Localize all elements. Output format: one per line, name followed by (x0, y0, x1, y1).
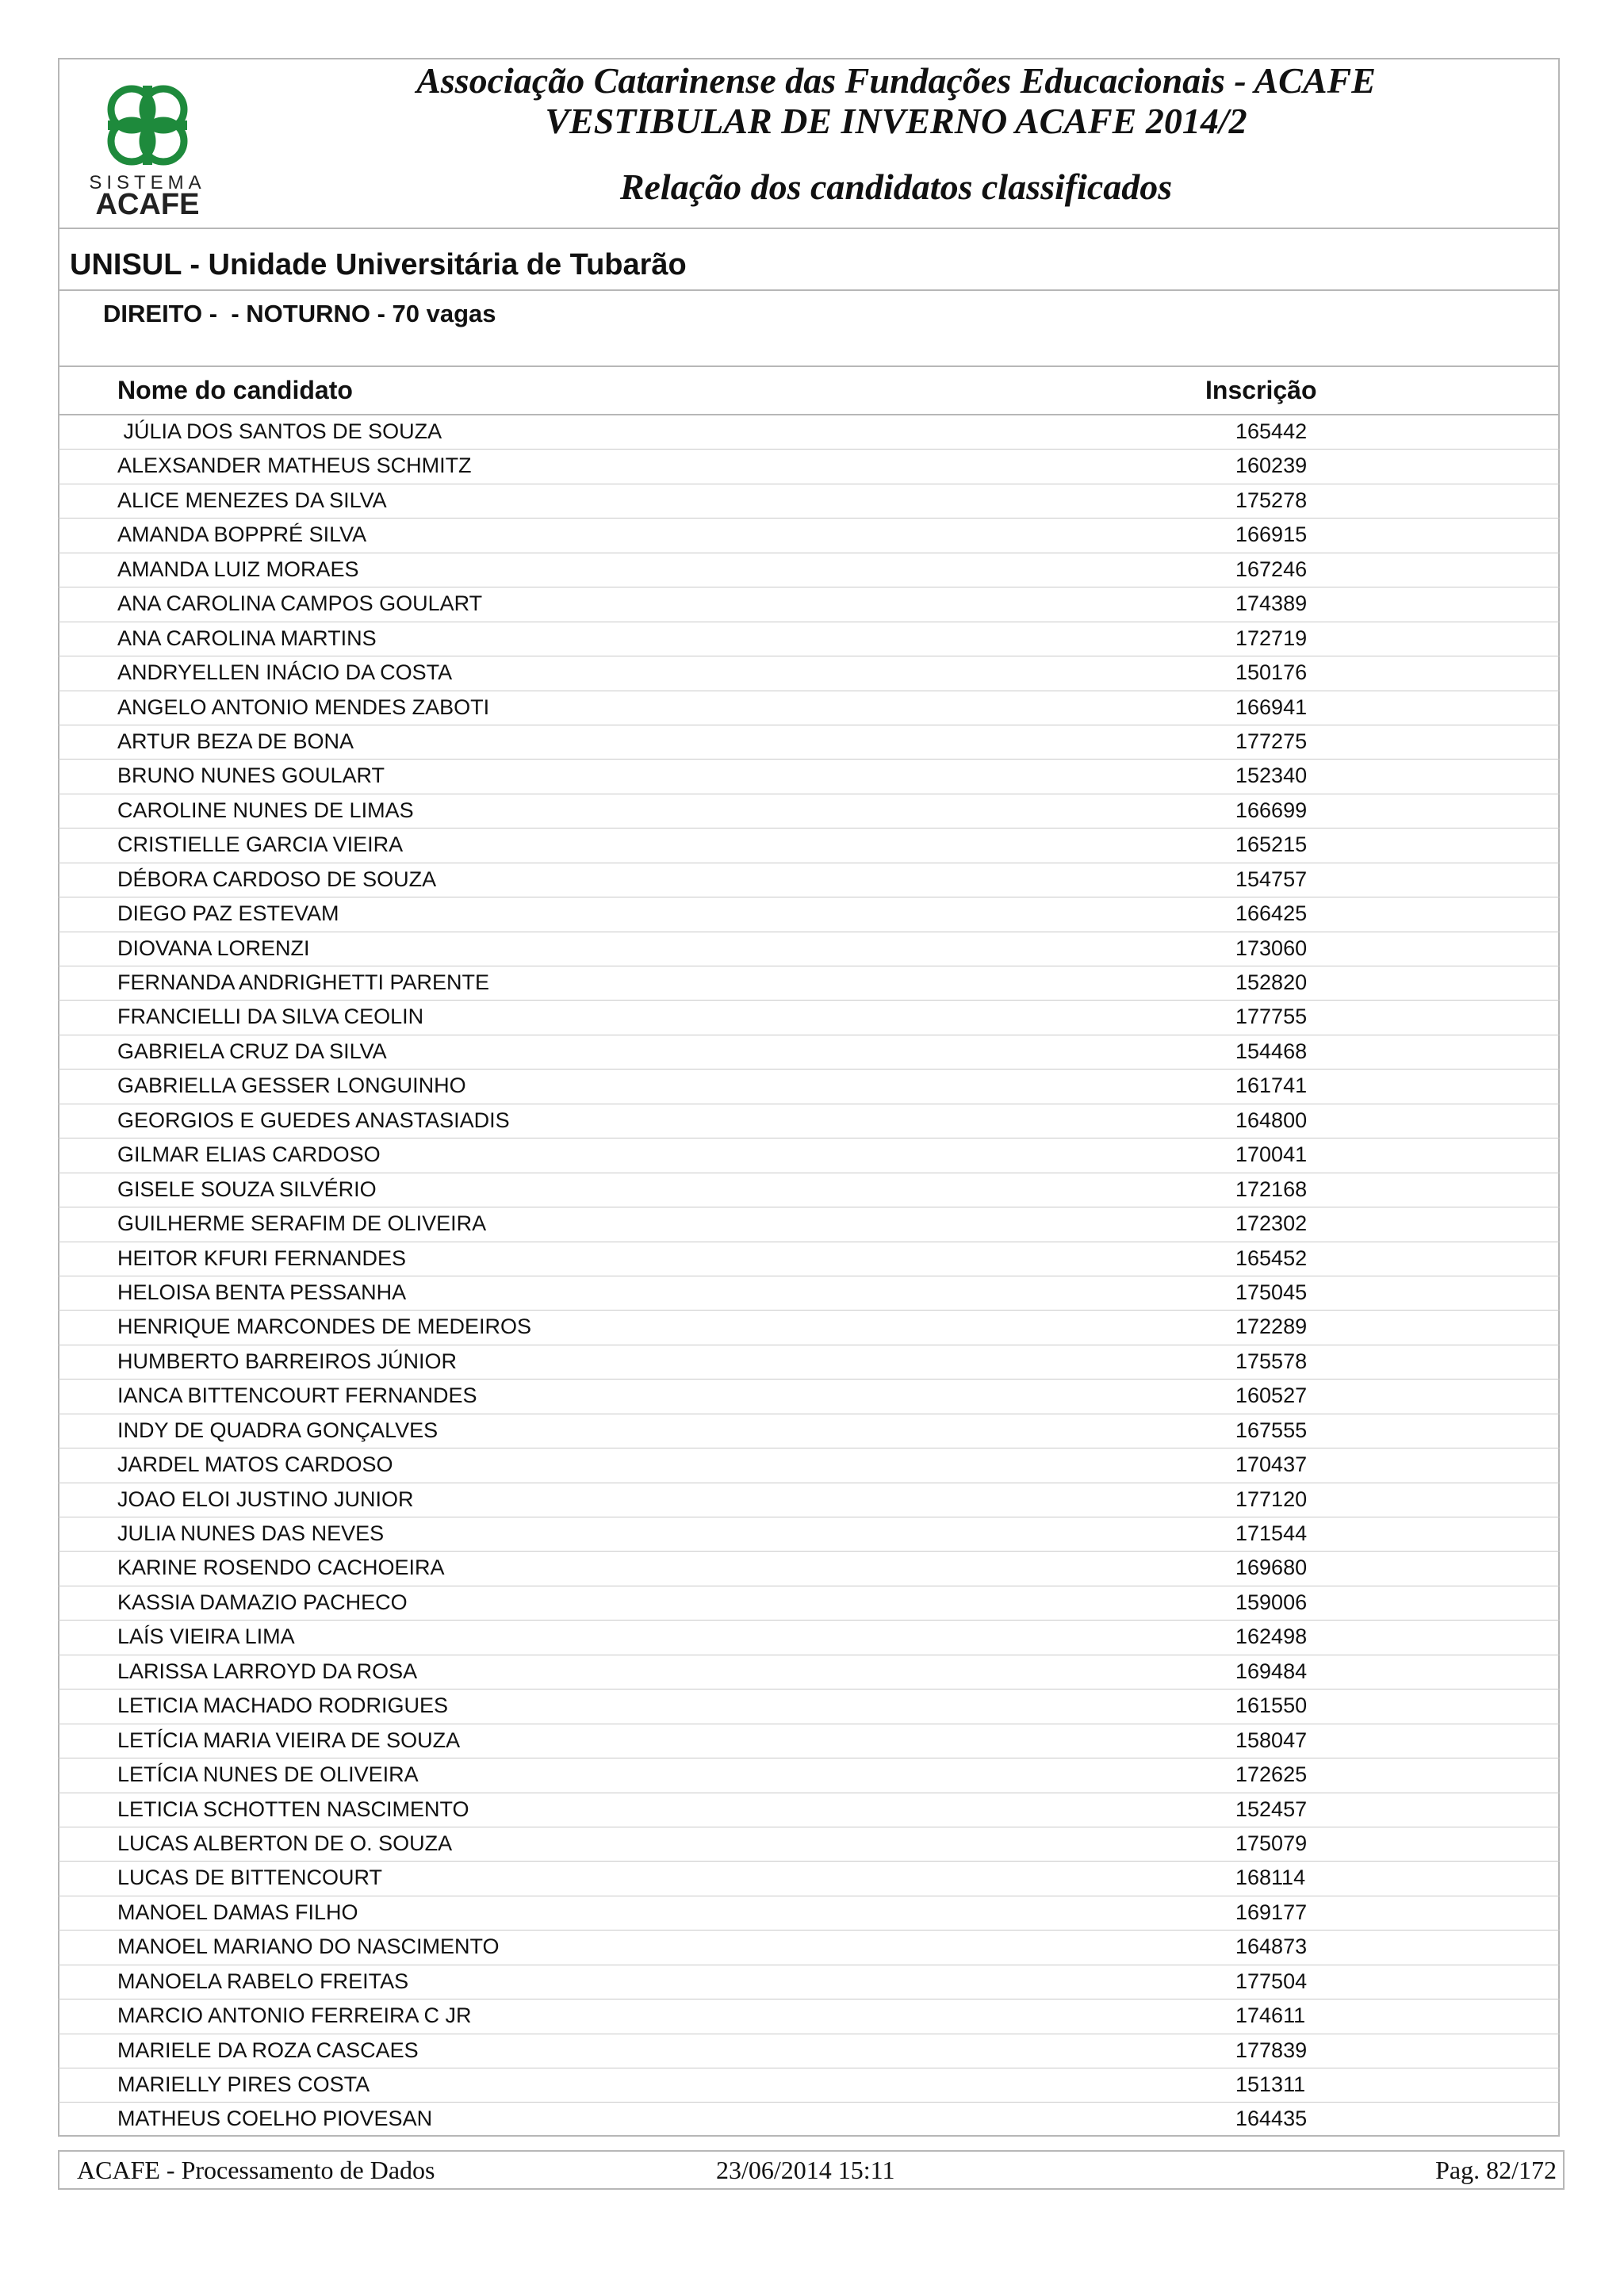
table-row (58, 2103, 1560, 2137)
candidate-name: ALEXSANDER MATHEUS SCHMITZ (117, 453, 472, 478)
unit-heading: UNISUL - Unidade Universitária de Tubarão (70, 248, 687, 281)
candidate-inscricao: 172302 (1235, 1211, 1308, 1236)
candidate-name: ANA CAROLINA MARTINS (117, 626, 377, 650)
candidate-name: GUILHERME SERAFIM DE OLIVEIRA (117, 1211, 487, 1236)
candidate-name: ALICE MENEZES DA SILVA (117, 488, 387, 512)
candidate-name: MANOELA RABELO FREITAS (117, 1969, 409, 1993)
table-row (58, 415, 1560, 450)
table-row (58, 1793, 1560, 1827)
table-row (58, 1758, 1560, 1793)
candidate-name: ARTUR BEZA DE BONA (117, 729, 354, 753)
candidate-inscricao: 172625 (1235, 1762, 1308, 1787)
table-row (58, 2034, 1560, 2068)
table-row (58, 1483, 1560, 1517)
candidate-name: DÉBORA CARDOSO DE SOUZA (117, 867, 437, 891)
candidate-name: GISELE SOUZA SILVÉRIO (117, 1177, 377, 1201)
course-heading: DIREITO - - NOTURNO - 70 vagas (103, 300, 496, 327)
table-row (58, 553, 1560, 587)
table-row (58, 450, 1560, 484)
table-row (58, 1311, 1560, 1345)
candidate-inscricao: 165215 (1235, 832, 1308, 857)
table-row (58, 1999, 1560, 2034)
table-row (58, 1931, 1560, 1965)
candidate-name: LAÍS VIEIRA LIMA (117, 1624, 295, 1649)
candidate-inscricao: 172719 (1235, 626, 1308, 650)
candidate-inscricao: 158047 (1235, 1728, 1308, 1752)
candidate-inscricao: 150176 (1235, 660, 1308, 685)
candidate-name: ANGELO ANTONIO MENDES ZABOTI (117, 695, 490, 719)
table-row (58, 519, 1560, 553)
table-row (58, 1448, 1560, 1483)
candidate-inscricao: 159006 (1235, 1590, 1308, 1614)
candidate-name: HELOISA BENTA PESSANHA (117, 1280, 407, 1304)
table-row (58, 587, 1560, 622)
footer-left: ACAFE - Processamento de Dados (77, 2156, 435, 2184)
table-row (58, 1517, 1560, 1552)
acafe-logo (76, 70, 219, 216)
candidate-name: IANCA BITTENCOURT FERNANDES (117, 1383, 477, 1408)
candidate-name: JARDEL MATOS CARDOSO (117, 1452, 393, 1477)
candidate-inscricao: 164873 (1235, 1934, 1308, 1959)
candidate-inscricao: 169177 (1235, 1900, 1308, 1924)
table-row (58, 1827, 1560, 1862)
candidate-inscricao: 171544 (1235, 1521, 1308, 1545)
candidate-inscricao: 162498 (1235, 1624, 1308, 1649)
candidate-inscricao: 166699 (1235, 798, 1308, 822)
candidate-inscricao: 175578 (1235, 1349, 1308, 1373)
candidate-name: GEORGIOS E GUEDES ANASTASIADIS (117, 1108, 510, 1132)
table-row (58, 1689, 1560, 1724)
footer-page-number: Pag. 82/172 (1435, 2156, 1557, 2184)
table-row (58, 1414, 1560, 1448)
table-row (58, 966, 1560, 1001)
candidate-inscricao: 152457 (1235, 1797, 1308, 1821)
candidate-name: DIEGO PAZ ESTEVAM (117, 901, 339, 926)
candidate-name: BRUNO NUNES GOULART (117, 763, 385, 788)
candidate-name: MANOEL DAMAS FILHO (117, 1900, 358, 1924)
candidate-inscricao: 177120 (1235, 1487, 1308, 1511)
candidate-inscricao: 170437 (1235, 1452, 1308, 1477)
candidate-inscricao: 177275 (1235, 729, 1308, 753)
candidate-name: LUCAS ALBERTON DE O. SOUZA (117, 1831, 453, 1855)
candidate-name: JOAO ELOI JUSTINO JUNIOR (117, 1487, 414, 1511)
acafe-logo-icon (76, 70, 219, 216)
candidate-name: JULIA NUNES DAS NEVES (117, 1521, 385, 1545)
candidate-inscricao: 165452 (1235, 1246, 1308, 1270)
table-row (58, 484, 1560, 519)
candidate-name: MARIELE DA ROZA CASCAES (117, 2038, 419, 2062)
candidate-name: MARCIO ANTONIO FERREIRA C JR (117, 2003, 472, 2028)
table-row (58, 691, 1560, 725)
logo-top-text: SISTEMA (89, 172, 206, 193)
table-row (58, 2068, 1560, 2103)
candidate-inscricao: 172168 (1235, 1177, 1308, 1201)
candidate-inscricao: 173060 (1235, 936, 1308, 960)
candidate-inscricao: 166941 (1235, 695, 1308, 719)
candidate-inscricao: 154757 (1235, 867, 1308, 891)
candidate-inscricao: 172289 (1235, 1314, 1308, 1339)
candidate-name: HENRIQUE MARCONDES DE MEDEIROS (117, 1314, 532, 1339)
table-row (58, 1621, 1560, 1655)
candidate-name: GILMAR ELIAS CARDOSO (117, 1142, 381, 1167)
table-row (58, 656, 1560, 691)
table-row (58, 760, 1560, 794)
table-row (58, 1586, 1560, 1621)
table-row (58, 1035, 1560, 1070)
candidate-name: AMANDA LUIZ MORAES (117, 557, 359, 581)
candidate-name: ANA CAROLINA CAMPOS GOULART (117, 591, 483, 616)
table-row (58, 1896, 1560, 1931)
table-row (58, 622, 1560, 656)
table-row (58, 1380, 1560, 1414)
candidate-inscricao: 174389 (1235, 591, 1308, 616)
table-row (58, 1070, 1560, 1104)
candidate-inscricao: 152820 (1235, 970, 1308, 994)
divider (58, 289, 1560, 291)
candidate-name: GABRIELA CRUZ DA SILVA (117, 1039, 387, 1063)
candidate-inscricao: 174611 (1235, 2003, 1306, 2028)
candidate-name: LARISSA LARROYD DA ROSA (117, 1659, 418, 1683)
candidate-name: FRANCIELLI DA SILVA CEOLIN (117, 1004, 424, 1029)
column-header-inscricao: Inscrição (1205, 376, 1317, 404)
candidate-name: JÚLIA DOS SANTOS DE SOUZA (117, 419, 442, 443)
candidate-inscricao: 177504 (1235, 1969, 1308, 1993)
candidate-inscricao: 160239 (1235, 453, 1308, 478)
page-footer (58, 2150, 1565, 2190)
candidate-name: GABRIELLA GESSER LONGUINHO (117, 1073, 466, 1098)
candidate-inscricao: 164800 (1235, 1108, 1308, 1132)
table-row (58, 1655, 1560, 1689)
table-row (58, 1862, 1560, 1896)
candidate-table (58, 415, 1560, 2137)
candidate-inscricao: 166915 (1235, 522, 1308, 547)
candidate-inscricao: 169680 (1235, 1556, 1308, 1580)
candidate-name: HUMBERTO BARREIROS JÚNIOR (117, 1349, 458, 1373)
candidate-name: LUCAS DE BITTENCOURT (117, 1866, 383, 1890)
candidate-inscricao: 177839 (1235, 2038, 1308, 2062)
candidate-name: LETICIA SCHOTTEN NASCIMENTO (117, 1797, 469, 1821)
candidate-name: CRISTIELLE GARCIA VIEIRA (117, 832, 404, 857)
candidate-inscricao: 166425 (1235, 901, 1308, 926)
candidate-name: LETÍCIA NUNES DE OLIVEIRA (117, 1762, 419, 1787)
candidate-name: LETÍCIA MARIA VIEIRA DE SOUZA (117, 1728, 461, 1752)
candidate-name: LETICIA MACHADO RODRIGUES (117, 1693, 449, 1718)
header-title-line1: Associação Catarinense das Fundações Educacionais - ACAFE (416, 60, 1376, 101)
table-row (58, 1138, 1560, 1173)
table-row (58, 1965, 1560, 1999)
header-subtitle: Relação dos candidatos classificados (619, 166, 1173, 207)
candidate-name: MANOEL MARIANO DO NASCIMENTO (117, 1934, 500, 1959)
table-row (58, 794, 1560, 828)
candidate-inscricao: 151311 (1235, 2072, 1306, 2096)
candidate-name: AMANDA BOPPRÉ SILVA (117, 522, 367, 547)
table-row (58, 725, 1560, 760)
table-row (58, 932, 1560, 966)
candidate-inscricao: 168114 (1235, 1866, 1306, 1890)
candidate-inscricao: 165442 (1235, 419, 1308, 443)
table-row (58, 1104, 1560, 1138)
table-row (58, 1001, 1560, 1035)
candidate-inscricao: 169484 (1235, 1659, 1308, 1683)
candidate-name: CAROLINE NUNES DE LIMAS (117, 798, 414, 822)
table-row (58, 1345, 1560, 1380)
candidate-inscricao: 164435 (1235, 2107, 1308, 2131)
candidate-inscricao: 175079 (1235, 1831, 1308, 1855)
candidate-inscricao: 160527 (1235, 1383, 1308, 1408)
candidate-name: ANDRYELLEN INÁCIO DA COSTA (117, 660, 453, 685)
candidate-inscricao: 175278 (1235, 488, 1308, 512)
candidate-name: DIOVANA LORENZI (117, 936, 310, 960)
table-row (58, 828, 1560, 863)
candidate-name: KASSIA DAMAZIO PACHECO (117, 1590, 408, 1614)
candidate-inscricao: 154468 (1235, 1039, 1308, 1063)
table-row (58, 1552, 1560, 1586)
candidate-name: MARIELLY PIRES COSTA (117, 2072, 370, 2096)
candidate-inscricao: 170041 (1235, 1142, 1308, 1167)
candidate-name: INDY DE QUADRA GONÇALVES (117, 1418, 439, 1442)
table-row (58, 897, 1560, 932)
candidate-inscricao: 167246 (1235, 557, 1308, 581)
table-row (58, 1242, 1560, 1276)
candidate-inscricao: 177755 (1235, 1004, 1308, 1029)
candidate-name: FERNANDA ANDRIGHETTI PARENTE (117, 970, 490, 994)
candidate-inscricao: 175045 (1235, 1280, 1308, 1304)
candidate-inscricao: 167555 (1235, 1418, 1308, 1442)
header-title-line2: VESTIBULAR DE INVERNO ACAFE 2014/2 (545, 101, 1247, 141)
candidate-name: HEITOR KFURI FERNANDES (117, 1246, 407, 1270)
divider (58, 365, 1560, 367)
candidate-inscricao: 161741 (1235, 1073, 1308, 1098)
candidate-inscricao: 161550 (1235, 1693, 1308, 1718)
table-row (58, 1173, 1560, 1207)
table-row (58, 1276, 1560, 1311)
candidate-name: MATHEUS COELHO PIOVESAN (117, 2107, 433, 2131)
column-header-name: Nome do candidato (117, 376, 353, 404)
footer-date: 23/06/2014 15:11 (716, 2156, 895, 2184)
candidate-name: KARINE ROSENDO CACHOEIRA (117, 1556, 445, 1580)
candidate-inscricao: 152340 (1235, 763, 1308, 788)
logo-bottom-text: ACAFE (95, 188, 200, 216)
table-row (58, 1724, 1560, 1758)
table-row (58, 1207, 1560, 1242)
table-row (58, 863, 1560, 897)
